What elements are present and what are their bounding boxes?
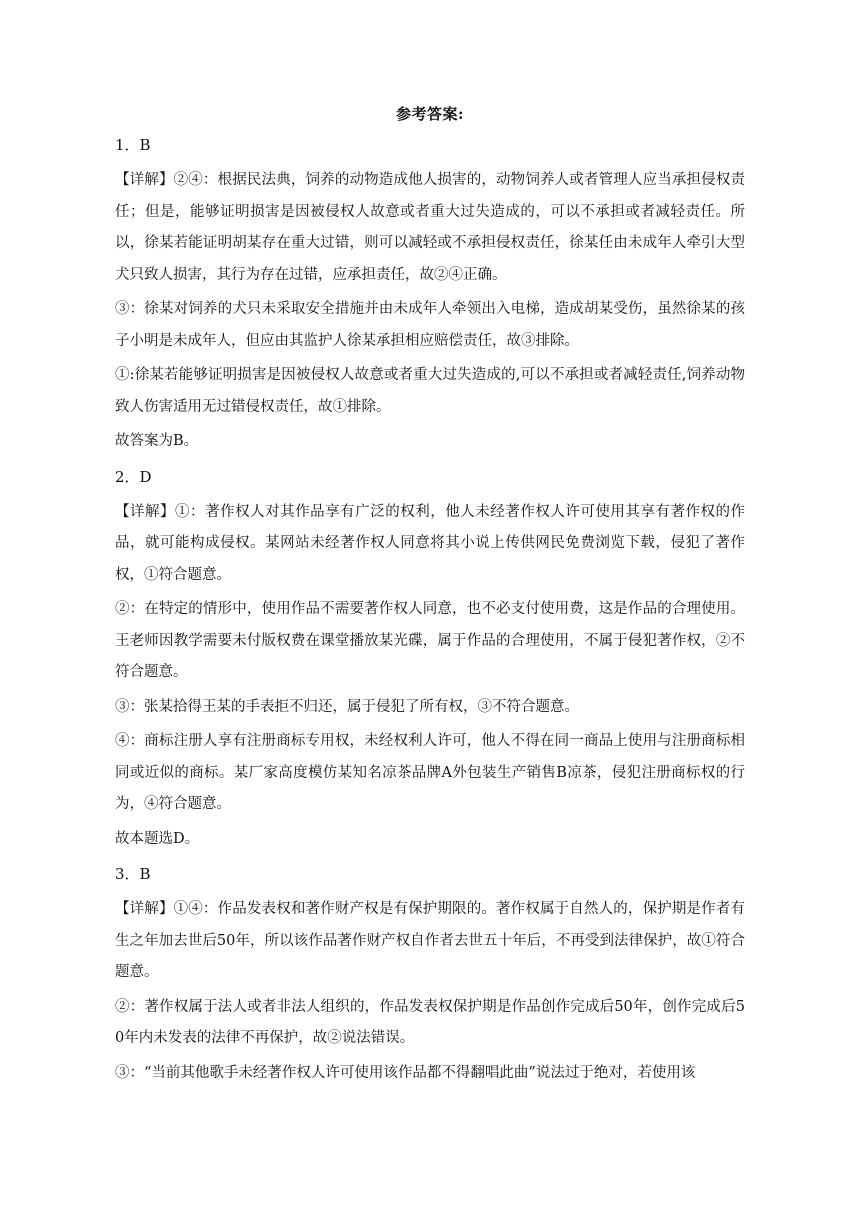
page-title: 参考答案:: [395, 105, 465, 123]
explanation-paragraph: ③：张某拾得王某的手表拒不归还，属于侵犯了所有权，③不符合题意。: [115, 698, 579, 715]
explanation-paragraph: ②：著作权属于法人或者非法人组织的，作品发表权保护期是作品创作完成后50年，创作完成后50年内未发表的法律不再保护，故②说法错误。: [115, 998, 745, 1046]
answer-content: [115, 103, 745, 1089]
question-block-2: [115, 466, 745, 856]
question-block-1: [115, 134, 745, 458]
explanation-paragraph: 【详解】①：著作权人对其作品享有广泛的权利，他人未经著作权人许可使用其享有著作权的作品，就可能构成侵权。某网站未经著作权人同意将其小说上传供网民免费浏览下载，侵犯了著作权，①符合题意。: [115, 503, 745, 583]
explanation-paragraph: ③：“当前其他歌手未经著作权人许可使用该作品都不得翻唱此曲”说法过于绝对，若使用该: [115, 1064, 696, 1081]
question-block-3: [115, 863, 745, 1089]
explanation-paragraph: 【详解】①④：作品发表权和著作财产权是有保护期限的。著作权属于自然人的，保护期是作者有生之年加去世后50年，所以该作品著作财产权自作者去世五十年后，不再受到法律保护，故①符合题意。: [115, 901, 745, 980]
question-number: 2．D: [115, 467, 152, 486]
explanation-paragraph: ④：商标注册人享有注册商标专用权，未经权利人许可，他人不得在同一商品上使用与注册商标相同或近似的商标。某厂家高度模仿某知名凉茶品牌A外包装生产销售B凉茶，侵犯注册商标权的行为，④符合题意。: [115, 733, 745, 812]
answer-conclusion: 故本题选D。: [115, 830, 200, 847]
explanation-paragraph: ②：在特定的情形中，使用作品不需要著作权人同意，也不必支付使用费，这是作品的合理使用。王老师因教学需要未付版权费在课堂播放某光碟，属于作品的合理使用，不属于侵犯著作权，②不符合题意。: [115, 601, 745, 680]
question-number: 1．B: [115, 136, 151, 154]
explanation-paragraph: ③：徐某对饲养的犬只未采取安全措施并由未成年人牵领出入电梯，造成胡某受伤，虽然徐某的孩子小明是未成年人，但应由其监护人徐某承担相应赔偿责任，故③排除。: [115, 301, 745, 349]
explanation-paragraph: ①:徐某若能够证明损害是因被侵权人故意或者重大过失造成的,可以不承担或者减轻责任,饲养动物致人伤害适用无过错侵权责任，故①排除。: [115, 367, 745, 415]
question-number: 3．B: [115, 865, 151, 883]
answer-conclusion: 故答案为B。: [115, 433, 199, 449]
explanation-paragraph: 【详解】②④：根据民法典，饲养的动物造成他人损害的，动物饲养人或者管理人应当承担侵权责任；但是，能够证明损害是因被侵权人故意或者重大过失造成的，可以不承担或者减轻责任。所以，徐某若能证明胡某存在重大过错，则可以减轻或不承担侵权责任，徐某任由未成年人牵引大型犬只致人损害，其行为存在过错，应承担责任，故②④正确。: [115, 172, 745, 283]
